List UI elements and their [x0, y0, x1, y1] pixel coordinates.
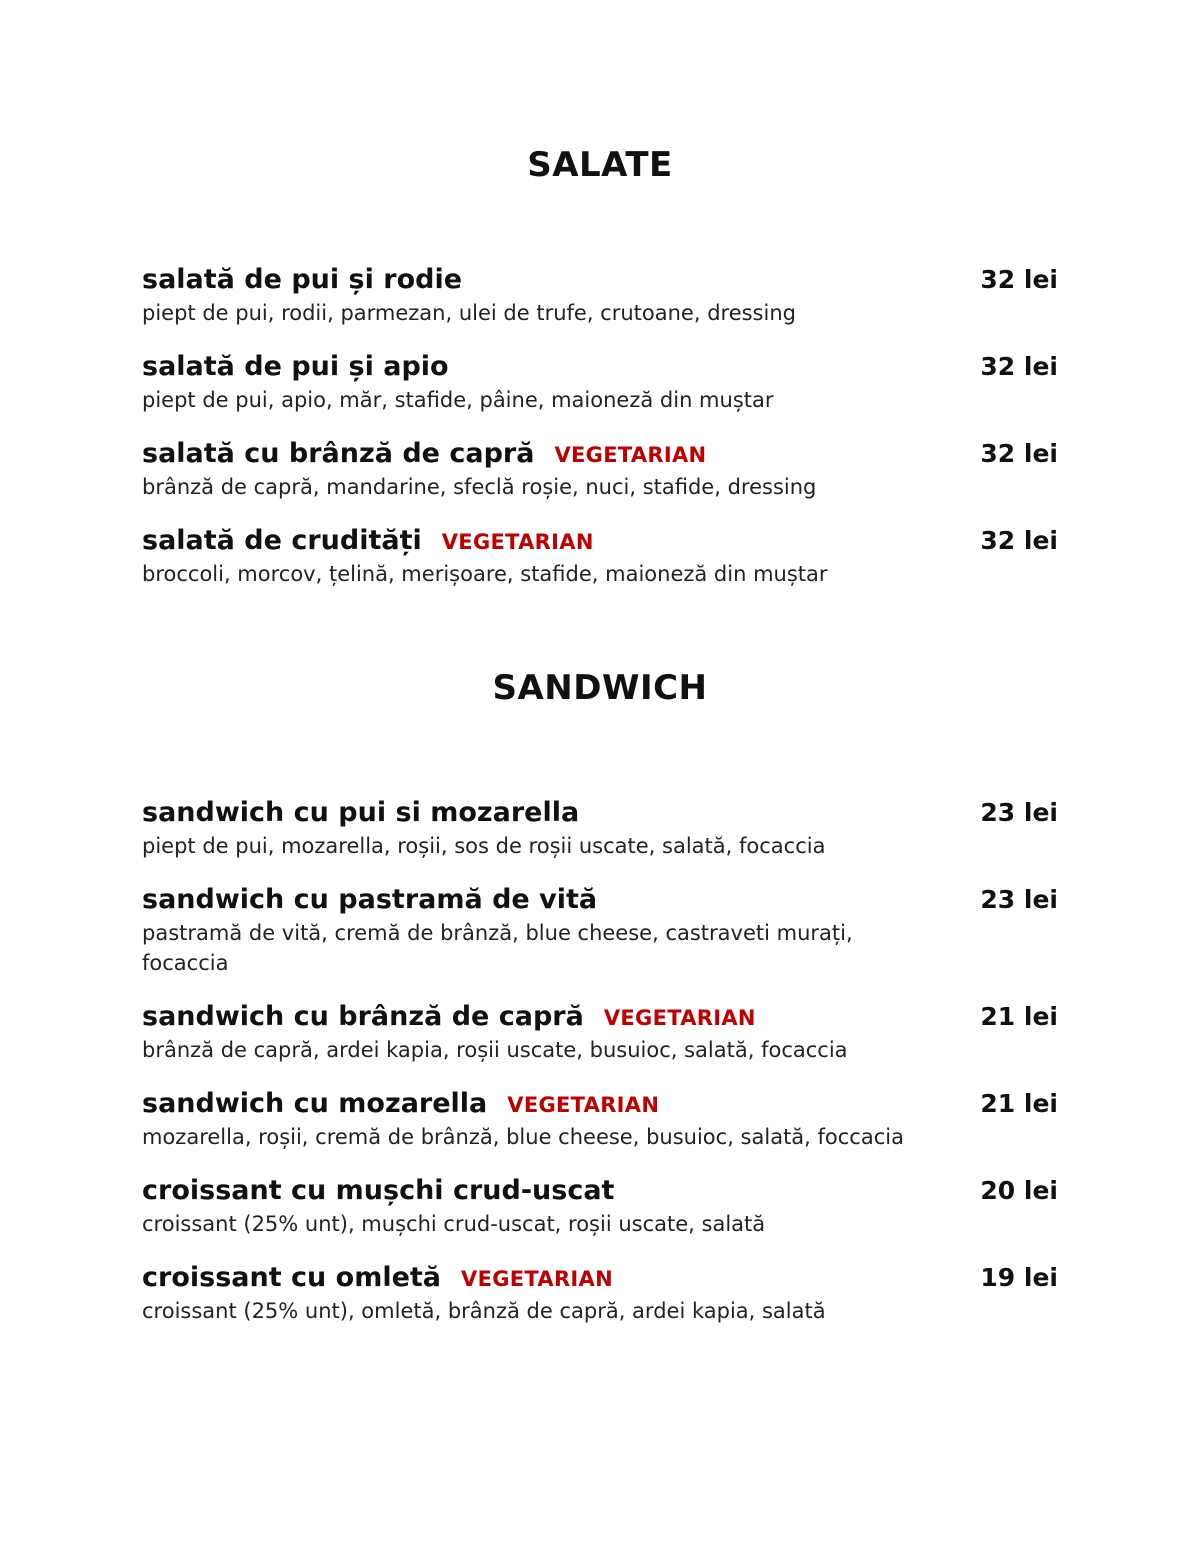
item-head: [142, 437, 908, 471]
item-head: [142, 1000, 908, 1034]
item-description: piept de pui, mozarella, roșii, sos de roșii uscate, salată, focaccia: [142, 834, 826, 858]
item-description: pastramă de vită, cremă de brânză, blue cheese, castraveti murați, focaccia: [142, 921, 853, 975]
item-price: 21 lei: [980, 1002, 1058, 1031]
menu-item: [142, 350, 1058, 415]
section-title-sandwich: SANDWICH: [492, 668, 708, 708]
menu-item: [142, 796, 1058, 861]
item-name: sandwich cu mozarella: [142, 1088, 488, 1119]
item-name: sandwich cu pui si mozarella: [142, 797, 580, 828]
vegetarian-tag: VEGETARIAN: [461, 1267, 613, 1291]
menu-item: [142, 1000, 1058, 1065]
item-name: salată de pui și rodie: [142, 264, 463, 295]
item-description: piept de pui, apio, măr, stafide, pâine, maioneză din muștar: [142, 388, 774, 412]
item-price: 32 lei: [980, 439, 1058, 468]
sandwich-section: [142, 668, 1058, 1348]
item-description: piept de pui, rodii, parmezan, ulei de trufe, crutoane, dressing: [142, 301, 796, 325]
item-description: brânză de capră, mandarine, sfeclă roșie, nuci, stafide, dressing: [142, 475, 817, 499]
item-head: [142, 1174, 908, 1208]
item-price: 21 lei: [980, 1089, 1058, 1118]
item-description: croissant (25% unt), mușchi crud-uscat, roșii uscate, salată: [142, 1212, 766, 1236]
item-price: 19 lei: [980, 1263, 1058, 1292]
item-head: [142, 1087, 908, 1121]
menu-item: [142, 263, 1058, 328]
item-price: 23 lei: [980, 798, 1058, 827]
salate-section: [142, 145, 1058, 611]
salate-items-list: [142, 263, 1058, 589]
menu-item: [142, 1174, 1058, 1239]
item-description: mozarella, roșii, cremă de brânză, blue cheese, busuioc, salată, foccacia: [142, 1125, 904, 1149]
menu-item: [142, 1087, 1058, 1152]
item-head: [142, 1261, 908, 1295]
vegetarian-tag: VEGETARIAN: [603, 1006, 756, 1030]
item-name: croissant cu mușchi crud-uscat: [142, 1175, 615, 1206]
item-price: 32 lei: [980, 265, 1058, 294]
item-description: broccoli, morcov, țelină, merișoare, stafide, maioneză din muștar: [142, 562, 828, 586]
item-head: [142, 350, 908, 384]
sandwich-items-list: [142, 796, 1058, 1326]
item-price: 23 lei: [980, 885, 1058, 914]
menu-item: [142, 437, 1058, 502]
item-name: salată cu brânză de capră: [142, 438, 535, 469]
item-head: [142, 524, 908, 558]
item-description: brânză de capră, ardei kapia, roșii uscate, busuioc, salată, focaccia: [142, 1038, 848, 1062]
item-name: salată de pui și apio: [142, 351, 449, 382]
item-name: sandwich cu pastramă de vită: [142, 884, 598, 915]
item-price: 32 lei: [980, 352, 1058, 381]
menu-item: [142, 524, 1058, 589]
section-title-salate: SALATE: [527, 145, 673, 185]
item-price: 32 lei: [980, 526, 1058, 555]
item-name: croissant cu omletă: [142, 1262, 442, 1293]
menu-item: [142, 883, 1058, 978]
vegetarian-tag: VEGETARIAN: [507, 1093, 660, 1117]
vegetarian-tag: VEGETARIAN: [554, 443, 707, 467]
item-head: [142, 263, 908, 297]
item-head: [142, 883, 908, 917]
item-price: 20 lei: [980, 1176, 1058, 1205]
menu-item: [142, 1261, 1058, 1326]
item-name: salată de crudități: [142, 525, 422, 556]
item-head: [142, 796, 908, 830]
vegetarian-tag: VEGETARIAN: [441, 530, 594, 554]
item-description: croissant (25% unt), omletă, brânză de capră, ardei kapia, salată: [142, 1299, 826, 1323]
item-name: sandwich cu brânză de capră: [142, 1001, 584, 1032]
